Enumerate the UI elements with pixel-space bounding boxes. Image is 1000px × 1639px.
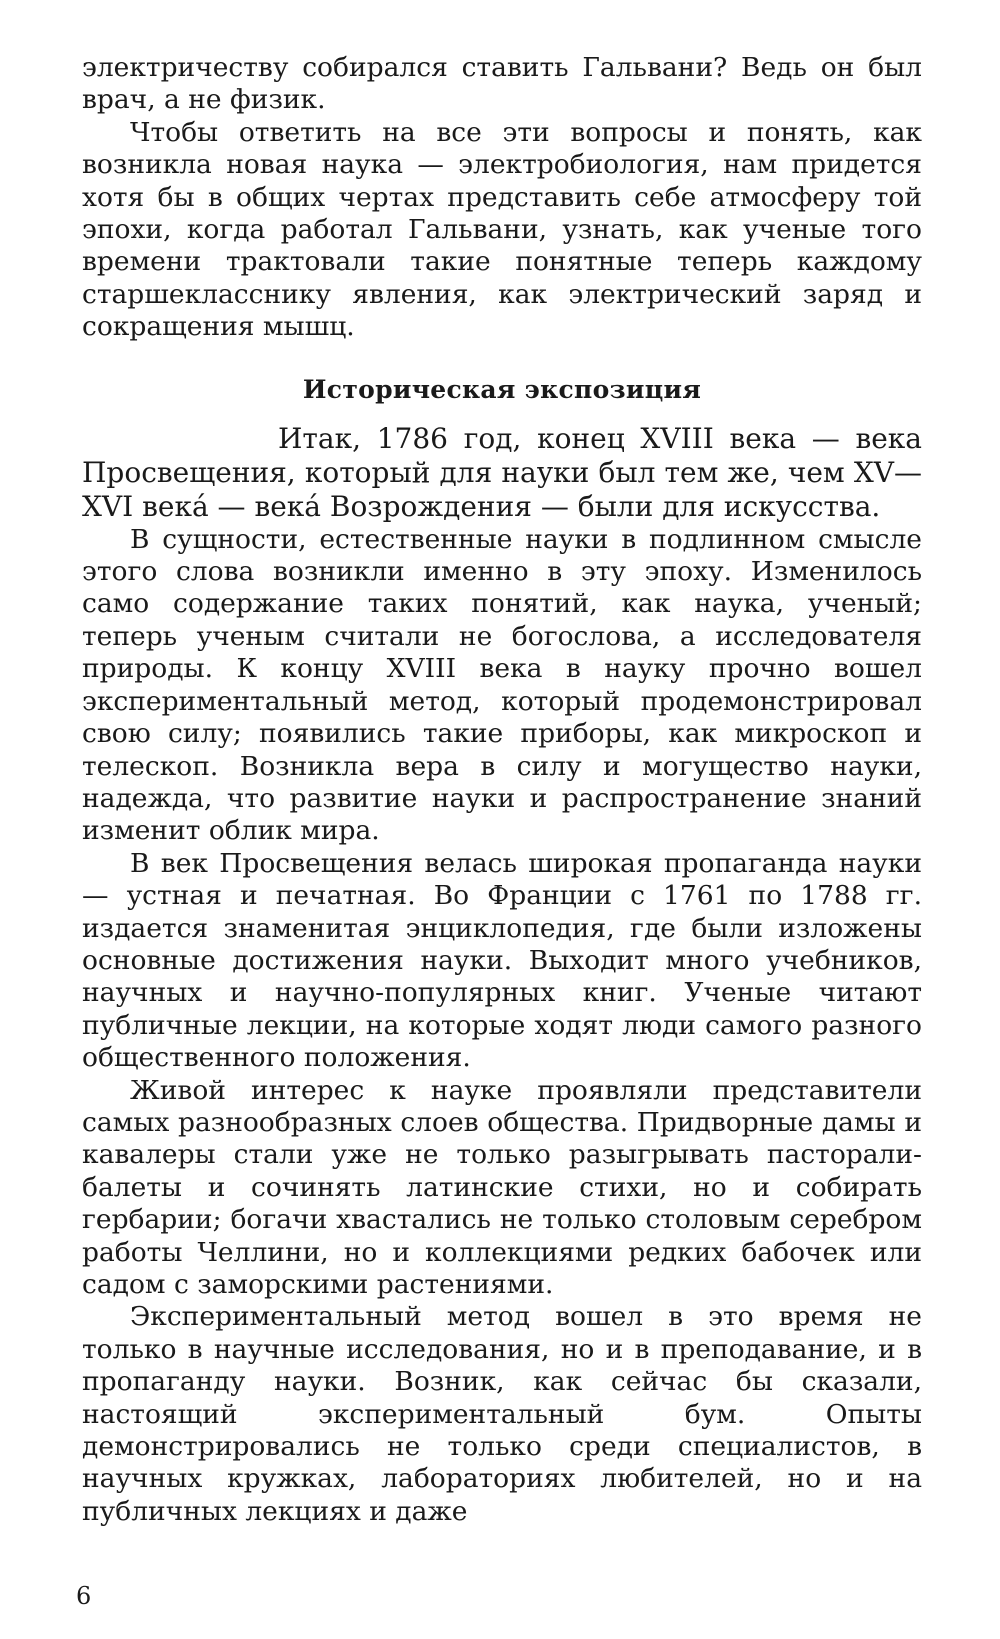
paragraph-experimental-method: Экспериментальный метод вошел в это время не только в научные исследования, но и в преподавание, и в пропаганду науки. Возник, как сейчас бы сказали, настоящий экспериментальный бум. Опыты демонстрировались не только среди специалистов, в научных кружках, лабораториях любителей, но и на публичных лекциях и даже: [82, 1301, 922, 1527]
book-page: [82, 52, 922, 1528]
paragraph-public-interest: Живой интерес к науке проявляли представители самых разнообразных слоев общества. Придворные дамы и кавалеры стали уже не только разыгрывать пасторали-балеты и сочинять латинские стихи, но и собирать гербарии; богачи хвастались не только столовым серебром работы Челлини, но и коллекциями редких бабочек или садом с заморскими растениями.: [82, 1074, 922, 1300]
paragraph-natural-sciences: В сущности, естественные науки в подлинном смысле этого слова возникли именно в эту эпоху. Изменилось само содержание таких понятий, как наука, ученый; теперь ученым считали не богослова, а исследователя природы. К концу XVIII века в науку прочно вошел экспериментальный метод, который продемонстрировал свою силу; появились такие приборы, как микроскоп и телескоп. Возникла вера в силу и могущество науки, надежда, что развитие науки и распространение знаний изменит облик мира.: [82, 523, 922, 847]
section-heading: Историческая экспозиция: [302, 374, 702, 404]
paragraph-propaganda: В век Просвещения велась широкая пропаганда науки — устная и печатная. Во Франции с 1761 по 1788 гг. издается знаменитая энциклопедия, где были изложены основные достижения науки. Выходит много учебников, научных и научно-популярных книг. Ученые читают публичные лекции, на которые ходят люди самого разного общественного положения.: [82, 847, 922, 1074]
paragraph-continuation: электричеству собирался ставить Гальвани? Ведь он был врач, а не физик.: [82, 52, 922, 116]
paragraph-lead: Итак, 1786 год, конец XVIII века — века Просвещения, который для науки был тем же, чем XV—XVI века́ — века́ Возрождения — были для искусства.: [82, 421, 922, 523]
page-number: 6: [76, 1582, 92, 1610]
paragraph-electrobiology-intro: Чтобы ответить на все эти вопросы и понять, как возникла новая наука — электробиология, нам придется хотя бы в общих чертах представить себе атмосферу той эпохи, когда работал Гальвани, узнать, как ученые того времени трактовали такие понятные теперь каждому старшекласснику явления, как электрический заряд и сокращения мышц.: [82, 116, 922, 343]
